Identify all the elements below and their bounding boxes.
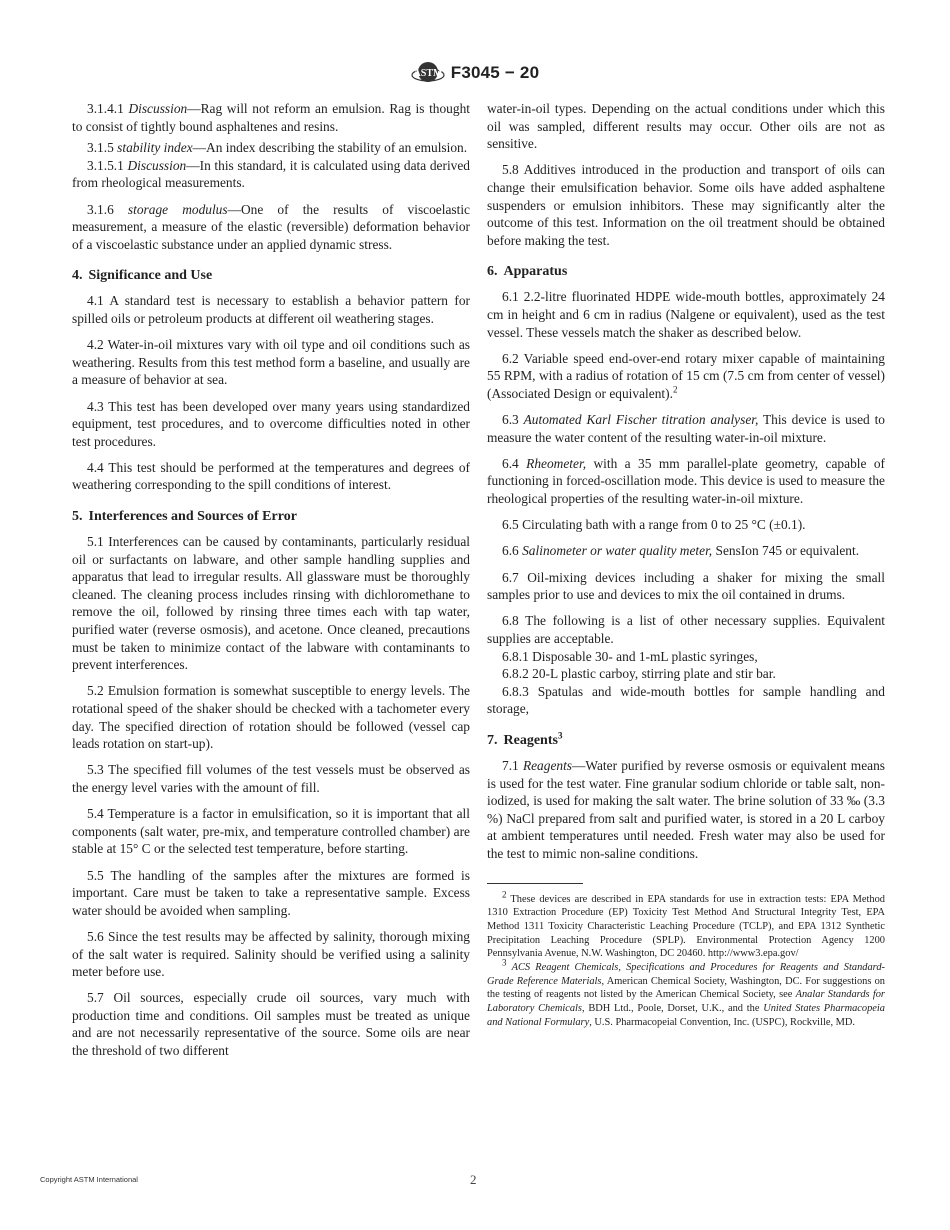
svg-text:ASTM: ASTM [413, 68, 443, 79]
copyright-notice: Copyright ASTM International [40, 1175, 138, 1184]
paragraph-3-1-5: 3.1.5 stability index—An index describing the stability of an emulsion. [87, 140, 468, 156]
paragraph-6-3: 6.3 Automated Karl Fischer titration analyser, This device is used to measure the water content of the resulting water-in-oil mixture. [487, 412, 885, 445]
paragraph-6-6: 6.6 Salinometer or water quality meter, SensIon 745 or equivalent. [502, 543, 860, 559]
paragraph-4-3: 4.3 This test has been developed over many years using standardized equipment, test procedures, and to overcome difficulties noted in other test procedures. [72, 398, 470, 449]
paragraph-4-4: 4.4 This test should be performed at the temperatures and degrees of weathering corresponding to the spill conditions of interest. [72, 459, 470, 493]
section-heading-6: 6. Apparatus [487, 264, 568, 280]
paragraph-6-8: 6.8 The following is a list of other necessary supplies. Equivalent supplies are acceptable. [487, 613, 885, 646]
paragraph-5-1: 5.1 Interferences can be caused by contaminants, particularly residual oil or surfactants on labware, and other sample handling supplies and apparatus that lead to irregular results. All glassware must be thoroughly cleaned. The cleaning process includes rinsing with dichloromethane to remove the oil, followed by rinsing three times each with tap water, purified water (reverse osmosis), and acetone. Once cleaned, precautions must be taken to minimize contact of the labware with contaminants to prevent interferences. [72, 534, 470, 673]
document-id: F3045 − 20 [450, 63, 540, 82]
astm-logo-icon [411, 60, 445, 86]
paragraph-5-5: 5.5 The handling of the samples after the mixtures are formed is important. Care must be taken to take a representative sample. Excess water should be avoided when sampling. [72, 867, 470, 918]
paragraph-3-1-5-1: 3.1.5.1 Discussion—In this standard, it is calculated using data derived from rheological measurements. [72, 157, 470, 191]
footnote-divider [487, 883, 583, 884]
paragraph-6-4: 6.4 Rheometer, with a 35 mm parallel-plate geometry, capable of functioning in forced-oscillation mode. This device is used to measure the rheological properties of the resulting water-in-oil mixture. [487, 455, 885, 507]
paragraph-6-8-2: 6.8.2 20-L plastic carboy, stirring plate and stir bar. [502, 666, 776, 682]
paragraph-5-7: 5.7 Oil sources, especially crude oil sources, vary much with production time and conditions. Oil samples must be treated as unique and are not necessarily representative of the source. Some oils are near the threshold of two different [72, 990, 470, 1059]
paragraph-6-7: 6.7 Oil-mixing devices including a shaker for mixing the small samples prior to use and devices to mix the oil contained in drums. [487, 569, 885, 603]
paragraph-5-8: 5.8 Additives introduced in the production and transport of oils can change their emulsification behavior. Some oils have added asphaltene suspenders or emulsion inhibitors. These may significantly alter the outcome of this test. Information on the oil treatment should be obtained before making the test. [487, 162, 885, 248]
paragraph-6-2: 6.2 Variable speed end-over-end rotary mixer capable of maintaining 55 RPM, with a radius of rotation of 15 cm (7.5 cm from center of vessel) (Associated Design or equivalent).$^2$ [487, 350, 885, 401]
section-heading-7: 7. Reagents$^3$ [487, 730, 563, 748]
paragraph-5-2: 5.2 Emulsion formation is somewhat susceptible to energy levels. The rotational speed of the shaker should be checked with a tachometer every day. The specified direction of rotation should be followed (vessel cap leads rotation on start-up). [72, 683, 470, 752]
paragraph-4-1: 4.1 A standard test is necessary to establish a behavior pattern for spilled oils or petroleum products at different oil weathering stages. [72, 293, 470, 326]
paragraph-6-8-3: 6.8.3 Spatulas and wide-mouth bottles for sample handling and storage, [487, 683, 885, 717]
page-number: 2 [470, 1172, 477, 1187]
right-column [487, 100, 885, 1030]
paragraph-3-1-4-1: 3.1.4.1 Discussion—Rag will not reform an emulsion. Rag is thought to consist of tightly bound asphaltenes and resins. [72, 101, 470, 134]
footnote-ref-2[interactable]: 2 [672, 384, 678, 395]
paragraph-4-2: 4.2 Water-in-oil mixtures vary with oil type and oil conditions such as weathering. Results from this test method form a baseline, and usually are a measure of behavior at sea. [72, 337, 470, 388]
paragraph-6-5: 6.5 Circulating bath with a range from 0 to 25 °C (±0.1). [502, 517, 806, 533]
paragraph-5-4: 5.4 Temperature is a factor in emulsification, so it is important that all components (salt water, pre-mix, and temperature controlled chamber) are stable at 15° C or the selected test temperature, before starting. [72, 806, 470, 857]
footnote-2: $^2$ These devices are described in EPA standards for use in extraction tests: EPA Method 1310 Extraction Procedure (EP) Toxicity Test Method And Structural Integrity Test, EPA Method 1311 Toxicity Characteristic Leaching Procedure (TCLP), and EPA 1312 Synthetic Precipitation Leaching Procedure (SPLP). Environmental Protection Agency 1200 Pennsylvania Avenue, N.W. Washington, DC 20460. http://www3.epa.gov/ [487, 889, 885, 960]
paragraph-5-3: 5.3 The specified fill volumes of the test vessels must be observed as the energy level varies with the amount of fill. [72, 762, 470, 795]
paragraph-5-6: 5.6 Since the test results may be affected by salinity, thorough mixing of the salt water is required. Salinity should be verified using a salinity meter before use. [72, 928, 470, 980]
footnote-3: $^3$ ACS Reagent Chemicals, Specifications and Procedures for Reagents and Standard-Grade Reference Materials, American Chemical Society, Washington, DC. For suggestions on the testing of reagents not listed by the American Chemical Society, see Analar Standards for Laboratory Chemicals, BDH Ltd., Poole, Dorset, U.K., and the United States Pharmacopeia and National Formulary, U.S. Pharmacopeial Convention, Inc. (USPC), Rockville, MD. [487, 957, 885, 1028]
paragraph-6-1: 6.1 2.2-litre fluorinated HDPE wide-mouth bottles, approximately 24 cm in height and 6 cm in radius (Nalgene or equivalent), used as the test vessel. These vessels match the shaker as described below. [487, 289, 885, 340]
left-column [72, 100, 470, 1068]
section-heading-5: 5. Interferences and Sources of Error [72, 509, 297, 525]
paragraph-5-7-continued: water-in-oil types. Depending on the actual conditions under which this oil was sampled, different results may occur. Other oils are not as sensitive. [487, 101, 885, 152]
page-header [0, 60, 950, 88]
paragraph-3-1-6: 3.1.6 storage modulus—One of the results of viscoelastic measurement, a measure of the elastic (reversible) deformation behavior of a viscoelastic substance under an applied dynamic stress. [72, 201, 470, 252]
section-heading-4: 4. Significance and Use [72, 268, 213, 284]
paragraph-6-8-1: 6.8.1 Disposable 30- and 1-mL plastic syringes, [502, 648, 758, 664]
paragraph-7-1: 7.1 Reagents—Water purified by reverse osmosis or equivalent means is used for the test water. Fine granular sodium chloride or table salt, non-iodized, is used for making the salt water. The brine solution of 33 ‰ (3.3 %) NaCl prepared from salt and purified water, is stored in a 20 L carboy at ambient temperatures until needed. Fresh water may also be used for the test to mimic non-saline conditions. [487, 757, 886, 861]
footnote-ref-3[interactable]: 3 [557, 730, 563, 741]
